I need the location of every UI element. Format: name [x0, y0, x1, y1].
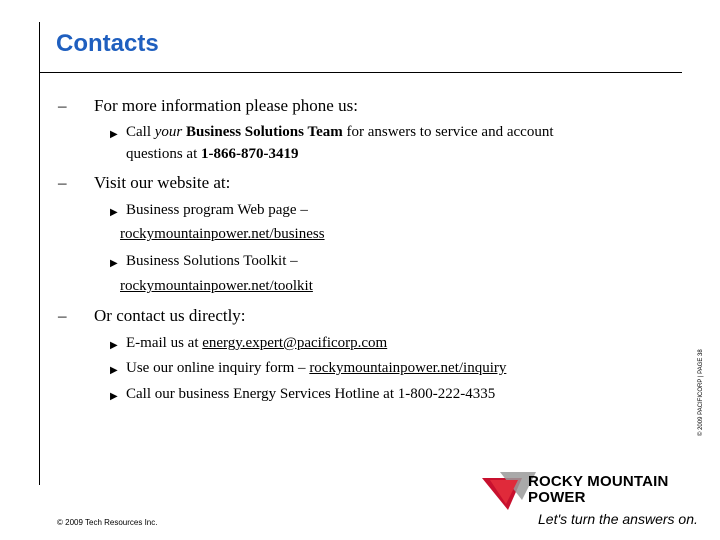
inquiry-link[interactable]: rockymountainpower.net/inquiry — [309, 360, 507, 376]
section1-heading: For more information please phone us: — [94, 96, 358, 115]
section2-heading: Visit our website at: — [94, 173, 231, 192]
email-pre: E-mail us at — [126, 335, 203, 351]
dash-bullet: – — [58, 96, 67, 115]
business-page-label: Business program Web page – — [126, 202, 308, 218]
inquiry-line — [126, 360, 506, 377]
inquiry-pre: Use our online inquiry form – — [126, 360, 310, 376]
toolkit-label: Business Solutions Toolkit – — [126, 253, 298, 269]
arrow-bullet-icon: ▶ — [110, 207, 118, 218]
copyright: © 2009 Tech Resources Inc. — [57, 518, 158, 527]
team-bullet-line2-pre: questions at — [126, 146, 201, 162]
logo-line1: ROCKY MOUNTAIN — [528, 473, 669, 490]
dash-bullet: – — [58, 173, 67, 192]
dash-bullet: – — [58, 306, 67, 325]
title-rule — [39, 72, 682, 73]
logo-line2: POWER — [528, 489, 586, 506]
team-bullet-post: for answers to service and account — [342, 124, 554, 140]
vertical-page-note: © 2009 PACIFICORP | PAGE 38 — [698, 349, 704, 436]
hotline-line: Call our business Energy Services Hotline at 1-800-222-4335 — [126, 386, 496, 402]
team-bullet-line2 — [126, 146, 299, 163]
left-rule — [39, 22, 40, 485]
team-bullet-pre: Call — [126, 124, 155, 140]
email-line — [126, 335, 387, 352]
arrow-bullet-icon: ▶ — [110, 129, 118, 140]
team-bullet-italic: your — [154, 124, 183, 140]
section3-heading: Or contact us directly: — [94, 306, 246, 325]
email-link[interactable]: energy.expert@pacificorp.com — [202, 335, 388, 351]
team-bullet-bold: Business Solutions Team — [182, 124, 343, 140]
toolkit-link[interactable]: rockymountainpower.net/toolkit — [120, 278, 313, 294]
team-phone: 1-866-870-3419 — [201, 146, 299, 162]
toolkit-link-wrap — [120, 278, 313, 295]
page-title: Contacts — [56, 30, 159, 57]
arrow-bullet-icon: ▶ — [110, 258, 118, 269]
tagline: Let's turn the answers on. — [538, 511, 698, 527]
business-page-link[interactable]: rockymountainpower.net/business — [120, 226, 325, 242]
arrow-bullet-icon: ▶ — [110, 340, 118, 351]
arrow-bullet-icon: ▶ — [110, 365, 118, 376]
business-page-link-wrap — [120, 226, 325, 243]
arrow-bullet-icon: ▶ — [110, 391, 118, 402]
team-bullet — [126, 124, 553, 141]
